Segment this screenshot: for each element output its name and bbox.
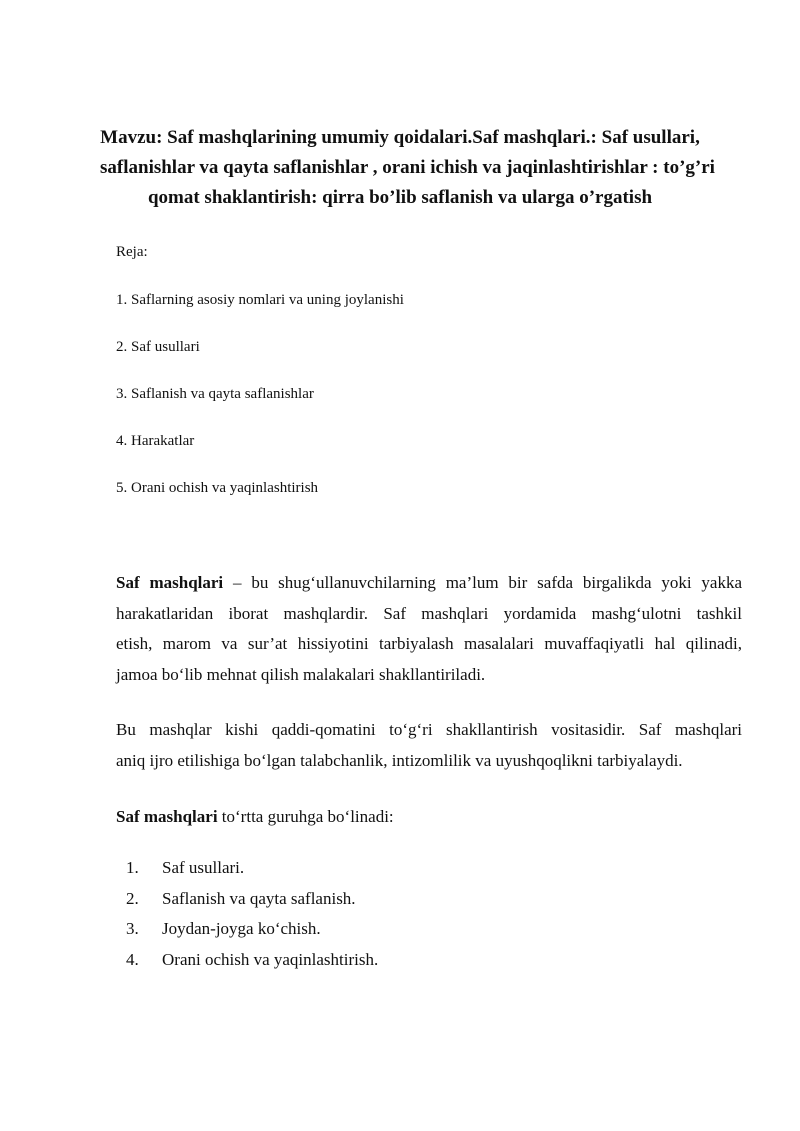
- groups-list: [126, 853, 378, 975]
- group-text: Saf usullari.: [162, 858, 245, 877]
- groups-intro-paragraph: [116, 802, 742, 833]
- plan-item: 4. Harakatlar: [116, 433, 195, 449]
- paragraph-line: Bu mashqlar kishi qaddi-qomatini to‘g‘ri shakllantirish vositasidir. Saf mashqlari: [116, 720, 742, 739]
- plan-item: 1. Saflarning asosiy nomlari va uning joylanishi: [116, 292, 404, 308]
- paragraph-text: – bu shug‘ullanuvchilarning ma’lum bir safda birgalikda yoki yakka: [223, 573, 742, 592]
- group-text: Orani ochish va yaqinlashtirish.: [162, 949, 379, 969]
- paragraph-line: jamoa bo‘lib mehnat qilish malakalari shakllantiriladi.: [116, 664, 486, 684]
- plan-list: [116, 290, 404, 525]
- group-number: 3.: [126, 919, 139, 938]
- plan-label: Reja:: [116, 244, 148, 260]
- paragraph-line: aniq ijro etilishiga bo‘lgan talabchanlik, intizomlilik va uyushqoqlikni tarbiyalaydi.: [116, 750, 683, 770]
- group-item: [126, 914, 378, 945]
- purpose-paragraph: [116, 715, 742, 776]
- definition-paragraph: [116, 568, 742, 690]
- group-item: [126, 945, 378, 976]
- plan-item: 2. Saf usullari: [116, 339, 200, 355]
- group-number: 4.: [126, 949, 139, 969]
- group-text: Joydan-joyga ko‘chish.: [162, 919, 321, 938]
- term-bold: Saf mashqlari: [116, 807, 218, 826]
- group-item: [126, 853, 378, 884]
- document-title: [100, 123, 715, 213]
- paragraph-line: etish, marom va sur’at hissiyotini tarbiyalash masalalari muvaffaqiyatli hal qilinadi,: [116, 634, 742, 653]
- term-bold: Saf mashqlari: [116, 573, 224, 592]
- plan-item: 3. Saflanish va qayta saflanishlar: [116, 386, 314, 402]
- group-number: 2.: [126, 888, 139, 908]
- group-item: [126, 884, 378, 915]
- title-line: Mavzu: Saf mashqlarining umumiy qoidalari.Saf mashqlari.: Saf usullari,: [100, 127, 700, 148]
- paragraph-text: to‘rtta guruhga bo‘linadi:: [217, 807, 394, 826]
- plan-item: 5. Orani ochish va yaqinlashtirish: [116, 480, 319, 496]
- title-line: saflanishlar va qayta saflanishlar , orani ichish va jaqinlashtirishlar : to’g’ri: [100, 157, 715, 178]
- title-line: qomat shaklantirish: qirra bo’lib saflanish va ularga o’rgatish: [147, 187, 653, 208]
- paragraph-line: [116, 568, 742, 599]
- paragraph-line: harakatlaridan iborat mashqlardir. Saf mashqlari yordamida mashg‘ulotni tashkil: [116, 603, 742, 623]
- group-text: Saflanish va qayta saflanish.: [162, 888, 356, 908]
- paragraph-line: [116, 802, 742, 833]
- group-number: 1.: [126, 858, 139, 877]
